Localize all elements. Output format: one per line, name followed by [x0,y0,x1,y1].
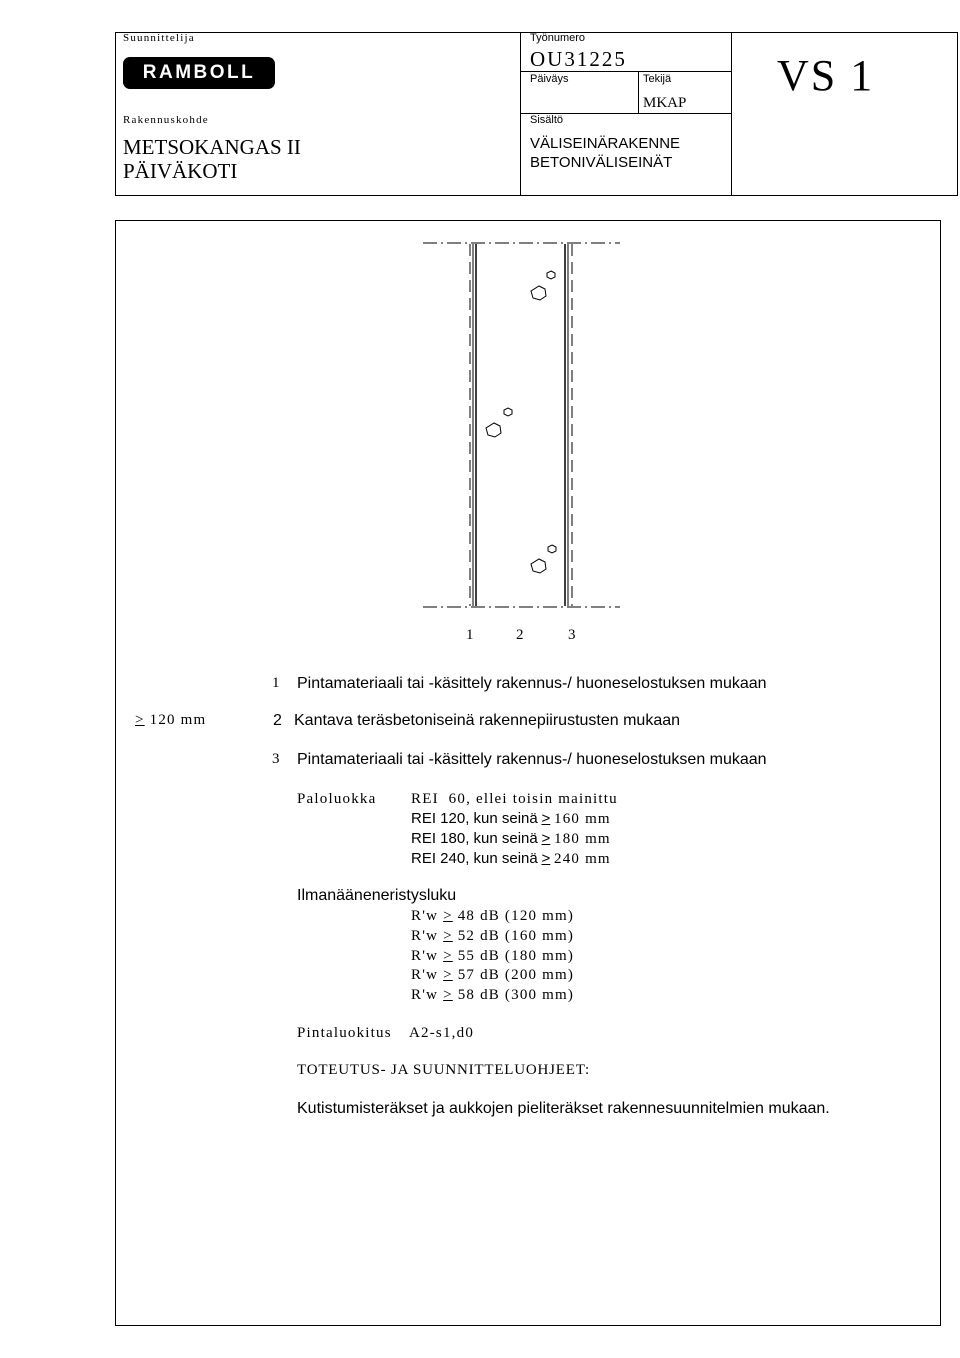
fire-class-value: 180 mm [554,831,611,847]
sound-value: 57 dB (200 mm) [457,967,575,983]
wall-section-drawing [420,236,625,616]
work-number-label: Työnumero [530,32,586,44]
sound-symbol: > [443,928,453,944]
title-divider-2 [731,32,732,196]
sound-value: 55 dB (180 mm) [457,948,575,964]
surface-class-label: Pintaluokitus [297,1025,392,1041]
layer-number-1: 1 [466,627,474,643]
sound-insulation-row [411,967,574,984]
layer-2-text: Kantava teräsbetoniseinä rakennepiirustusten mukaan [294,712,681,729]
fire-class-symbol: > [541,810,551,827]
sheet-id: VS 1 [777,51,875,100]
sound-prefix: R'w [411,987,439,1003]
guidance-heading: TOTEUTUS- JA SUUNNITTELUOHJEET: [297,1062,590,1078]
ramboll-logo: RAMBOLL [123,57,275,89]
fire-class-row [411,850,611,868]
project-title-line2: PÄIVÄKOTI [123,159,238,183]
layer-number-2: 2 [516,627,524,643]
project-label: Rakennuskohde [123,114,209,126]
thickness-note [135,712,206,729]
fire-class-symbol: > [541,830,551,847]
sound-value: 58 dB (300 mm) [457,987,575,1003]
layer-number-3: 3 [568,627,576,643]
sound-prefix: R'w [411,928,439,944]
sound-value: 48 dB (120 mm) [457,908,575,924]
fire-class-prefix: REI 120, kun seinä [411,810,538,827]
layer-1-num: 1 [272,675,280,691]
guidance-text: Kutistumisteräkset ja aukkojen pieliteräkset rakennesuunnitelmien mukaan. [297,1100,830,1117]
layer-3-text: Pintamateriaali tai -käsittely rakennus-/ huoneselostuksen mukaan [297,751,767,768]
fire-class-row [411,810,611,828]
sound-value: 52 dB (160 mm) [457,928,575,944]
layer-2-num: 2 [273,712,282,729]
layer-1-text: Pintamateriaali tai -käsittely rakennus-/ huoneselostuksen mukaan [297,675,767,692]
thickness-symbol: > [135,712,145,728]
author: MKAP [643,95,687,111]
work-number: OU31225 [530,47,627,71]
surface-class-value: A2-s1,d0 [409,1025,475,1041]
title-divider-1 [520,32,521,196]
sound-insulation-row [411,987,574,1004]
content-line1: VÄLISEINÄRAKENNE [530,135,681,152]
sound-symbol: > [443,908,453,924]
sound-prefix: R'w [411,908,439,924]
author-label: Tekijä [643,73,672,85]
sound-insulation-row [411,928,574,945]
fire-class-value: 240 mm [554,851,611,867]
fire-class-symbol: > [541,850,551,867]
fire-class-prefix: REI 240, kun seinä [411,850,538,867]
fire-class-label: Paloluokka [297,791,377,807]
project-title-line1: METSOKANGAS II [123,135,301,159]
sound-insulation-label: Ilmanääneneristysluku [297,887,457,904]
designer-label: Suunnittelija [123,32,195,44]
sound-insulation-row [411,948,574,965]
date-label: Päiväys [530,73,569,85]
content-line2: BETONIVÄLISEINÄT [530,154,673,171]
fire-class-value: 160 mm [554,811,611,827]
sound-insulation-row [411,908,574,925]
fire-class-prefix: REI 180, kun seinä [411,830,538,847]
sound-symbol: > [443,948,453,964]
thickness-value: 120 mm [149,712,207,728]
sound-symbol: > [443,987,453,1003]
sound-prefix: R'w [411,967,439,983]
fire-class-line1: REI 60, ellei toisin mainittu [411,791,618,807]
fire-class-row [411,830,611,848]
sound-symbol: > [443,967,453,983]
content-label: Sisältö [530,114,564,126]
title-hline-3 [638,71,639,113]
sound-prefix: R'w [411,948,439,964]
layer-3-num: 3 [272,751,280,767]
